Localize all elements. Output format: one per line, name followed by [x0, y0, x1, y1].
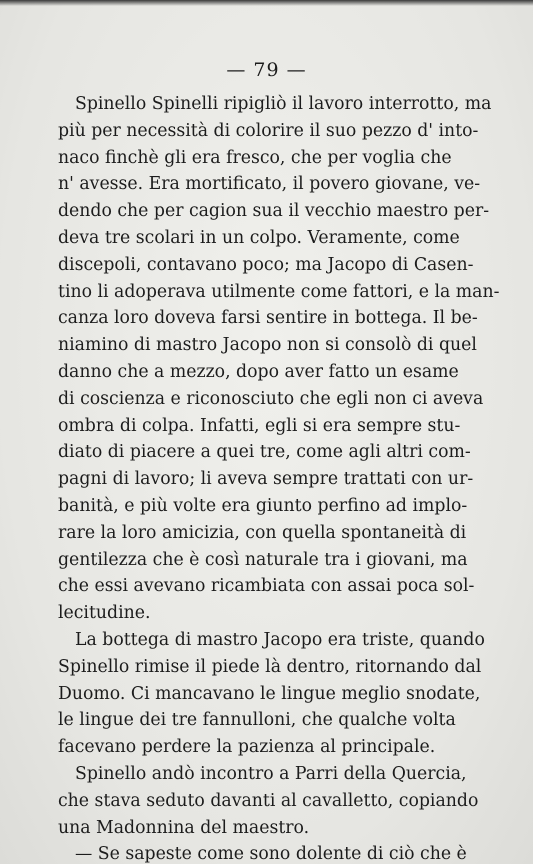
text-line: più per necessità di colorire il suo pezzo d' into- [58, 120, 479, 141]
text-line: canza loro doveva farsi sentire in bottega. Il be- [58, 308, 478, 329]
text-line: di coscienza e riconosciuto che egli non ci aveva [58, 388, 484, 409]
text-line: danno che a mezzo, dopo aver fatto un esame [58, 361, 459, 382]
body-text [58, 91, 500, 864]
text-line: La bottega di mastro Jacopo era triste, quando [75, 629, 485, 650]
text-line: Duomo. Ci mancavano le lingue meglio snodate, [58, 683, 481, 704]
text-line: dendo che per cagion sua il vecchio maestro per- [58, 201, 490, 222]
page-number: — 79 — [226, 59, 307, 81]
text-line: gentilezza che è così naturale tra i giovani, ma [58, 549, 468, 570]
text-line: banità, e più volte era giunto perfino ad implo- [58, 495, 468, 516]
text-line: ombra di colpa. Infatti, egli si era sempre stu- [58, 415, 461, 436]
text-line: — Se sapeste come sono dolente di ciò che è [75, 844, 467, 864]
text-line: naco finchè gli era fresco, che per voglia che [58, 147, 452, 168]
text-line: le lingue dei tre fannulloni, che qualche volta [58, 710, 456, 731]
text-line: discepoli, contavano poco; ma Jacopo di Casen- [58, 254, 474, 275]
text-line: Spinello Spinelli ripigliò il lavoro interrotto, ma [75, 94, 492, 114]
text-line: una Madonnina del maestro. [58, 817, 310, 838]
text-line: Spinello andò incontro a Parri della Quercia, [75, 763, 467, 784]
text-line: pagni di lavoro; li aveva sempre trattati con ur- [58, 469, 474, 490]
text-line: rare la loro amicizia, con quella spontaneità di [58, 522, 467, 543]
text-line: tino li adoperava utilmente come fattori, e la man- [58, 281, 500, 302]
text-line: facevano perdere la pazienza al principale. [58, 737, 436, 758]
text-line: che stava seduto davanti al cavalletto, copiando [58, 790, 479, 811]
text-line: diato di piacere a quei tre, come agli altri com- [58, 442, 471, 463]
text-line: niamino di mastro Jacopo non si consolò di quel [58, 335, 477, 356]
page-edge-shadow [0, 0, 533, 6]
text-line: Spinello rimise il piede là dentro, ritornando dal [58, 656, 482, 677]
text-line: lecitudine. [58, 603, 151, 624]
text-line: n' avesse. Era mortificato, il povero giovane, ve- [58, 174, 481, 195]
text-line: deva tre scolari in un colpo. Veramente, come [58, 227, 460, 248]
text-line: che essi avevano ricambiata con assai poca sol- [58, 576, 475, 597]
